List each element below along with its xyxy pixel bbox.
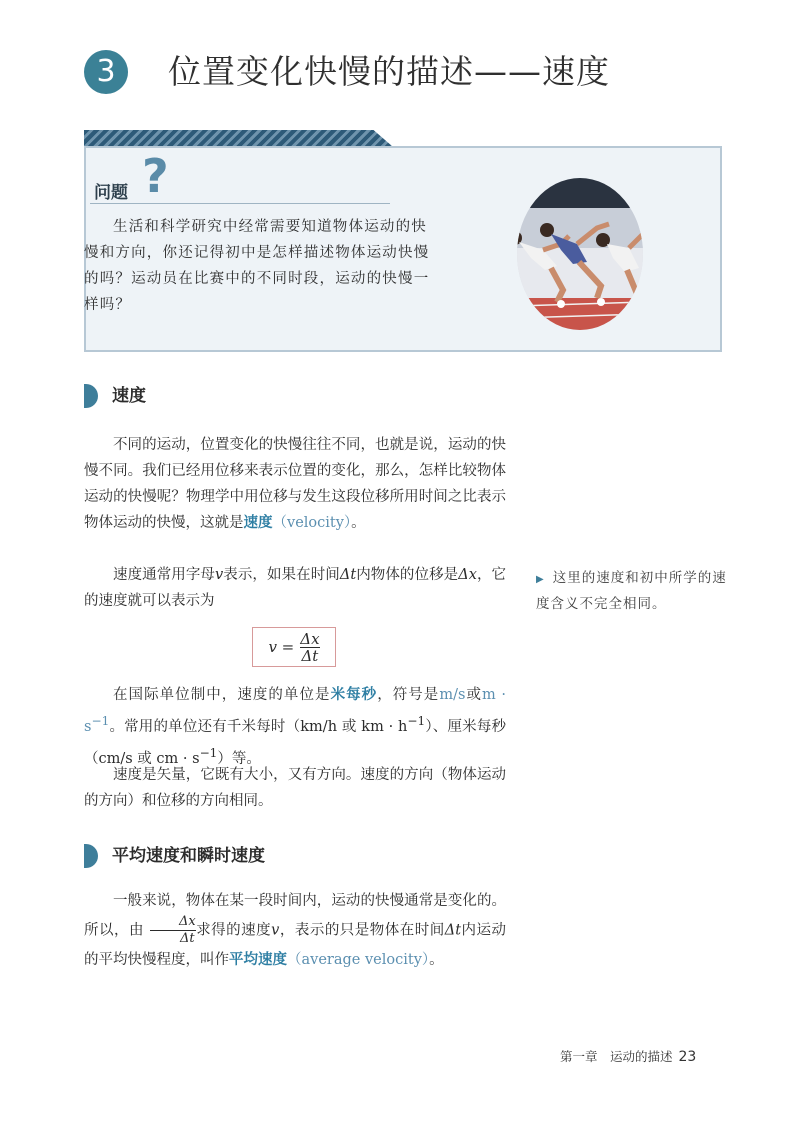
paragraph-text: 在国际单位制中，速度的单位是 (113, 687, 331, 703)
average-velocity-paragraph (84, 888, 506, 973)
page-footer (560, 1047, 696, 1065)
symbol-delta-t: Δt (444, 922, 462, 939)
heading-marker (84, 844, 98, 868)
question-divider (90, 203, 390, 204)
paragraph-text: 内运动的平均快慢程度，叫作 (84, 922, 507, 968)
term-velocity: 速度 (243, 515, 273, 531)
paragraph-text: 或 (465, 687, 483, 703)
formula-numerator: Δx (300, 629, 320, 648)
symbol-v: v (271, 922, 280, 939)
paragraph-text: ）等。 (217, 750, 261, 767)
paragraph-text: ，符号是 (377, 687, 440, 703)
speed-paragraph-2 (84, 562, 506, 614)
symbol-delta-x: Δx (458, 567, 477, 583)
unit-exponent: −1 (199, 745, 218, 760)
term-meter-per-second: 米每秒 (330, 687, 378, 703)
section-heading-label: 速度 (112, 386, 146, 406)
term-velocity-en: （velocity） (272, 515, 352, 531)
paragraph-text: 内物体的位移是 (356, 567, 459, 583)
speed-paragraph-1 (84, 432, 506, 536)
symbol-v: v (215, 567, 224, 583)
paragraph-text: 。常用的单位还有千米每时（km/h 或 km · h (109, 718, 408, 735)
formula-denominator: Δt (301, 646, 319, 665)
sprinters-photo (517, 178, 643, 330)
formula-fraction (300, 631, 319, 664)
term-average-velocity: 平均速度 (229, 952, 287, 968)
paragraph-end: 。 (429, 952, 444, 968)
paragraph-text: 一般来说，物体在某一段时间内，运动的快慢通常是变化的。所以，由 (84, 893, 506, 939)
speed-paragraph-4: 速度是矢量，它既有大小，又有方向。速度的方向（物体运动的方向）和位移的方向相同。 (84, 767, 506, 809)
fraction-denominator: Δt (180, 931, 195, 946)
unit-m-s-inverse: m · s (84, 687, 507, 735)
paragraph-end: 。 (351, 515, 366, 531)
velocity-formula (252, 627, 336, 667)
paragraph-text: ）、厘米每秒（cm/s 或 cm · s (84, 718, 506, 767)
term-average-velocity-en: （average velocity） (287, 952, 430, 968)
speed-paragraph-3 (84, 682, 506, 772)
page-title: 位置变化快慢的描述——速度 (168, 52, 610, 91)
side-note (536, 566, 736, 616)
question-mark-icon: ? (142, 149, 169, 203)
fraction-numerator: Δx (178, 914, 196, 929)
paragraph-text: 不同的运动，位置变化的快慢往往不同，也就是说，运动的快慢不同。我们已经用位移来表示位置的变化，那么，怎样比较物体运动的快慢呢？物理学中用位移与发生这段位移所用时间之比表示物体运动的快慢，这就是 (84, 437, 506, 531)
unit-m-s: m/s (439, 687, 466, 703)
inline-fraction (150, 914, 196, 947)
question-text: 生活和科学研究中经常需要知道物体运动的快慢和方向，你还记得初中是怎样描述物体运动快慢的吗？运动员在比赛中的不同时段，运动的快慢一样吗？ (84, 219, 430, 313)
question-box-stripe (84, 130, 392, 146)
heading-marker (84, 384, 98, 408)
section-number-badge: 3 (84, 50, 128, 94)
paragraph-text: ，它的速度就可以表示为 (84, 567, 507, 609)
formula-lhs: v = (268, 638, 295, 656)
sprinters-image-icon (517, 178, 643, 330)
paragraph-text: 速度通常用字母 (113, 567, 215, 583)
paragraph-text: 求得的速度 (195, 922, 272, 939)
unit-exponent: −1 (407, 714, 426, 728)
side-note-text: 这里的速度和初中所学的速度含义不完全相同。 (536, 570, 727, 612)
unit-exponent: −1 (91, 714, 110, 728)
paragraph-text: 表示，如果在时间 (223, 567, 340, 583)
section-heading-label: 平均速度和瞬时速度 (112, 846, 265, 866)
question-title: 问题 (94, 183, 128, 203)
footer-chapter: 第一章 运动的描述 (560, 1049, 673, 1064)
symbol-delta-t: Δt (339, 567, 357, 583)
page-number: 23 (678, 1049, 697, 1065)
note-arrow-icon: ▶ (536, 574, 545, 585)
paragraph-text: ，表示的只是物体在时间 (279, 922, 445, 939)
